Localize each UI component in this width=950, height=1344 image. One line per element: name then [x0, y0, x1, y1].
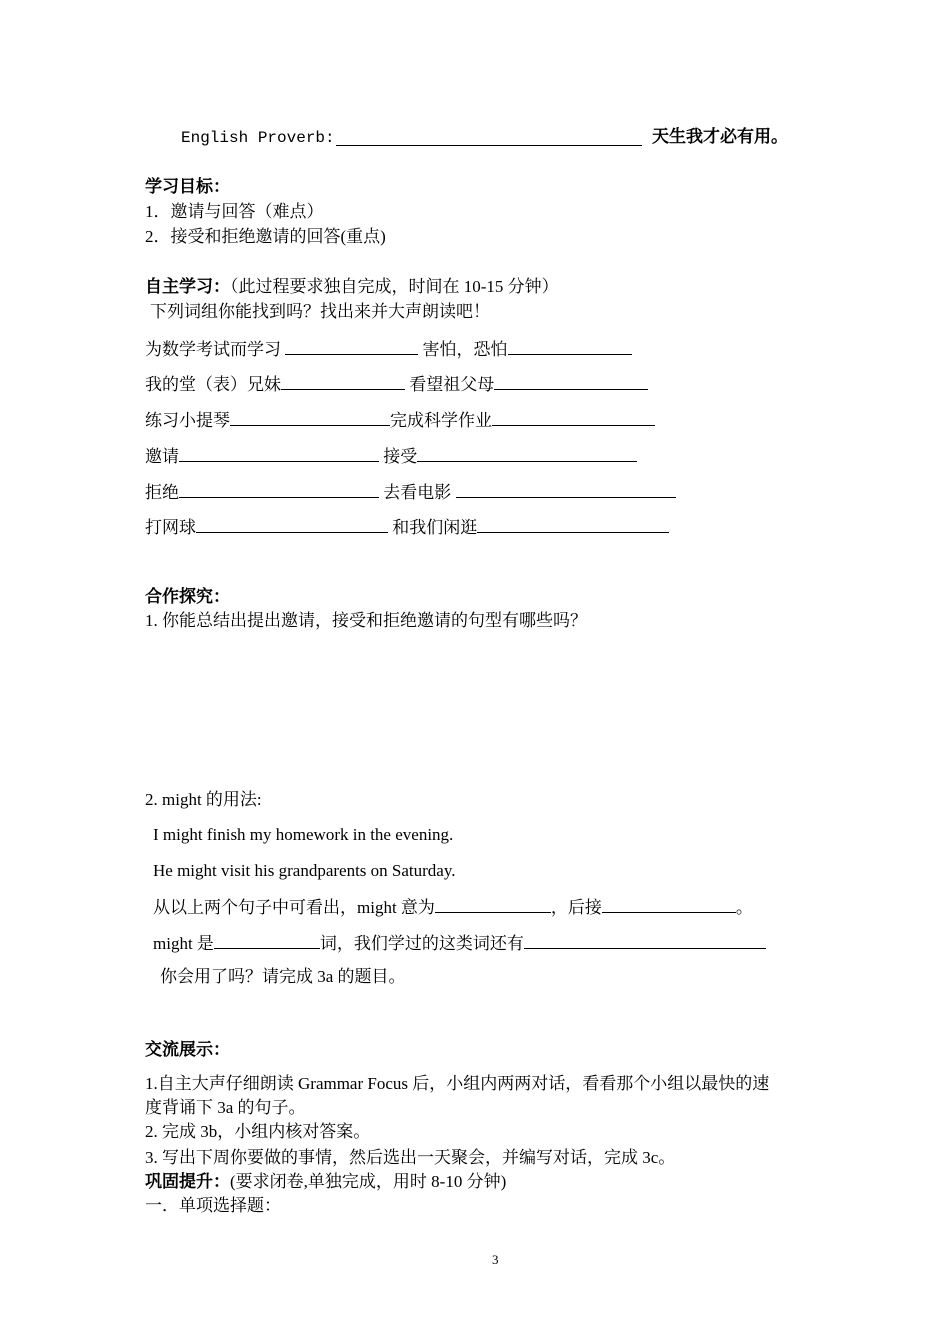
might-type-line	[153, 931, 766, 955]
phrase-label: 完成科学作业	[390, 411, 492, 430]
explore-question-1: 1. 你能总结出提出邀请，接受和拒绝邀请的句型有哪些吗？	[145, 611, 587, 630]
phrase-label: 去看电影	[383, 483, 452, 502]
self-study-prompt: 下列词组你能找到吗？找出来并大声朗读吧！	[150, 302, 490, 321]
line-text: 。	[735, 898, 753, 917]
phrase-label: 接受	[383, 447, 418, 466]
phrase-label: 和我们闲逛	[392, 518, 478, 537]
phrase-label: 打网球	[145, 518, 196, 537]
consolidate-subheading: 一．单项选择题：	[145, 1196, 281, 1215]
explore-prompt: 你会用了吗？请完成 3a 的题目。	[160, 967, 406, 986]
phrase-blank[interactable]	[179, 480, 379, 498]
phrase-row-3	[145, 408, 655, 432]
share-item-2: 2. 完成 3b，小组内核对答案。	[145, 1122, 371, 1141]
phrase-blank[interactable]	[508, 337, 632, 355]
follow-blank[interactable]	[602, 895, 736, 913]
phrase-row-2	[145, 372, 648, 396]
proverb-meaning: 天生我才必有用。	[652, 127, 788, 146]
consolidate-header	[145, 1171, 506, 1193]
goals-heading: 学习目标：	[145, 177, 230, 196]
self-study-note: （此过程要求独自完成，时间在 10-15 分钟）	[230, 277, 559, 296]
phrase-blank[interactable]	[494, 372, 648, 390]
phrase-label: 拒绝	[145, 483, 179, 502]
explore-question-2: 2. might 的用法:	[145, 790, 262, 809]
phrase-blank[interactable]	[196, 515, 388, 533]
line-text: 从以上两个句子中可看出，might 意为	[153, 898, 435, 917]
might-meaning-line	[153, 895, 753, 919]
goal-item: 2．接受和拒绝邀请的回答(重点)	[145, 227, 386, 246]
phrase-label: 为数学考试而学习	[145, 340, 281, 359]
meaning-blank[interactable]	[435, 895, 551, 913]
share-item-3: 3. 写出下周你要做的事情，然后选出一天聚会，并编写对话，完成 3c。	[145, 1148, 676, 1167]
example-sentence: He might visit his grandparents on Saturday.	[153, 861, 456, 880]
phrase-row-6	[145, 515, 669, 539]
phrase-blank[interactable]	[179, 444, 379, 462]
proverb-label: English Proverb:	[181, 129, 335, 147]
proverb-answer-blank[interactable]	[336, 128, 642, 146]
share-item-1: 1.自主大声仔细朗读 Grammar Focus 后，小组内两两对话，看看那个小组以最快的速	[145, 1074, 770, 1093]
consolidate-note: (要求闭卷,单独完成，用时 8-10 分钟)	[230, 1172, 507, 1191]
phrase-label: 练习小提琴	[145, 411, 230, 430]
phrase-label: 害怕，恐怕	[422, 340, 508, 359]
phrase-blank[interactable]	[417, 444, 637, 462]
self-study-header	[145, 276, 559, 298]
phrase-label: 我的堂（表）兄妹	[145, 375, 281, 394]
self-study-heading: 自主学习：	[145, 277, 230, 296]
phrase-row-1	[145, 337, 632, 361]
line-text: 词，我们学过的这类词还有	[319, 934, 524, 953]
word-type-blank[interactable]	[214, 931, 320, 949]
consolidate-heading: 巩固提升：	[145, 1172, 230, 1191]
line-text: ，后接	[550, 898, 602, 917]
share-heading: 交流展示：	[145, 1040, 230, 1059]
line-text: might 是	[153, 934, 214, 953]
phrase-label: 邀请	[145, 447, 179, 466]
phrase-row-4	[145, 444, 637, 468]
phrase-blank[interactable]	[477, 515, 669, 533]
phrase-blank[interactable]	[492, 408, 655, 426]
phrase-row-5	[145, 480, 676, 504]
similar-words-blank[interactable]	[524, 931, 766, 949]
page-number: 3	[492, 1252, 499, 1267]
phrase-blank[interactable]	[281, 372, 405, 390]
phrase-blank[interactable]	[456, 480, 676, 498]
phrase-blank[interactable]	[285, 337, 418, 355]
example-sentence: I might finish my homework in the evening.	[153, 825, 454, 844]
phrase-blank[interactable]	[230, 408, 390, 426]
goal-item: 1．邀请与回答（难点）	[145, 202, 324, 221]
explore-heading: 合作探究：	[145, 587, 230, 606]
share-item-1-cont: 度背诵下 3a 的句子。	[145, 1098, 306, 1117]
phrase-label: 看望祖父母	[409, 375, 495, 394]
